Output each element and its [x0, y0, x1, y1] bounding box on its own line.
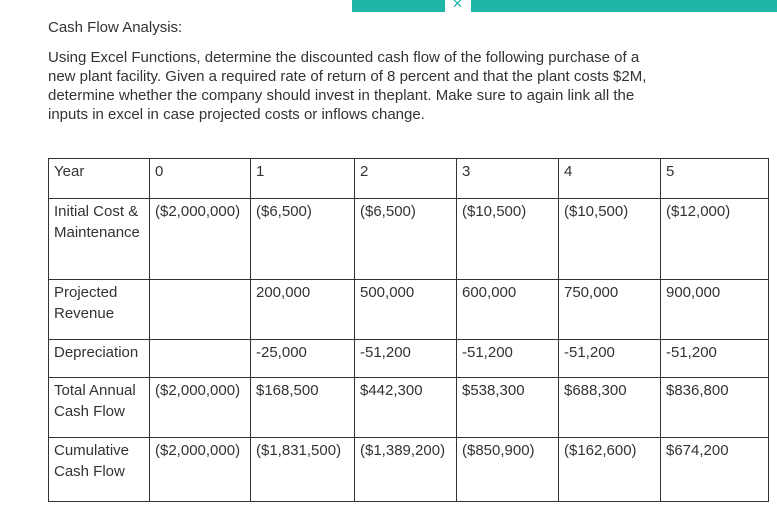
row-label: Cumulative Cash Flow	[49, 438, 150, 502]
table-cell: -25,000	[251, 340, 355, 378]
table-cell: ($162,600)	[559, 438, 661, 502]
table-cell: ($2,000,000)	[150, 378, 251, 438]
table-cell: 0	[150, 159, 251, 199]
table-cell: ($6,500)	[355, 199, 457, 280]
table-cell: 2	[355, 159, 457, 199]
table-cell: 600,000	[457, 280, 559, 340]
table-cell: ($10,500)	[559, 199, 661, 280]
table-cell: 500,000	[355, 280, 457, 340]
row-label: Depreciation	[49, 340, 150, 378]
table-cell: -51,200	[355, 340, 457, 378]
table-cell: $836,800	[661, 378, 769, 438]
page-title: Cash Flow Analysis:	[48, 19, 183, 36]
table-row-total-annual-cash-flow	[49, 378, 769, 438]
row-label: Total Annual Cash Flow	[49, 378, 150, 438]
table-cell: $442,300	[355, 378, 457, 438]
table-cell: ($12,000)	[661, 199, 769, 280]
table-cell	[150, 280, 251, 340]
table-cell: 900,000	[661, 280, 769, 340]
table-cell: 750,000	[559, 280, 661, 340]
table-cell: $538,300	[457, 378, 559, 438]
table-cell: -51,200	[661, 340, 769, 378]
table-cell: 3	[457, 159, 559, 199]
table-cell: ($1,831,500)	[251, 438, 355, 502]
table-cell: 200,000	[251, 280, 355, 340]
table-cell: $688,300	[559, 378, 661, 438]
row-label: Projected Revenue	[49, 280, 150, 340]
table-row-year	[49, 159, 769, 199]
cash-flow-table	[48, 158, 769, 502]
close-icon: ✕	[452, 0, 463, 11]
table-cell: ($10,500)	[457, 199, 559, 280]
table-row-projected-revenue	[49, 280, 769, 340]
table-cell: $674,200	[661, 438, 769, 502]
table-cell: ($6,500)	[251, 199, 355, 280]
table-cell: 1	[251, 159, 355, 199]
table-cell: -51,200	[559, 340, 661, 378]
table-cell	[150, 340, 251, 378]
table-cell: -51,200	[457, 340, 559, 378]
table-cell: ($2,000,000)	[150, 199, 251, 280]
table-cell: ($2,000,000)	[150, 438, 251, 502]
top-banner	[352, 0, 777, 12]
table-cell: ($1,389,200)	[355, 438, 457, 502]
table-row-cumulative-cash-flow	[49, 438, 769, 502]
instructions-paragraph: Using Excel Functions, determine the discounted cash flow of the following purchase of a new plant facility. Given a required rate of return of 8 percent and that the plant costs $2M, determine whether the company should invest in theplant. Make sure to again link all the inputs in excel in case projected costs or inflows change.	[48, 49, 647, 123]
table-cell: ($850,900)	[457, 438, 559, 502]
table-cell: 4	[559, 159, 661, 199]
table-cell: 5	[661, 159, 769, 199]
row-label: Year	[49, 159, 150, 199]
table-row-initial-cost	[49, 199, 769, 280]
row-label: Initial Cost & Maintenance	[49, 199, 150, 280]
table-row-depreciation	[49, 340, 769, 378]
table-cell: $168,500	[251, 378, 355, 438]
